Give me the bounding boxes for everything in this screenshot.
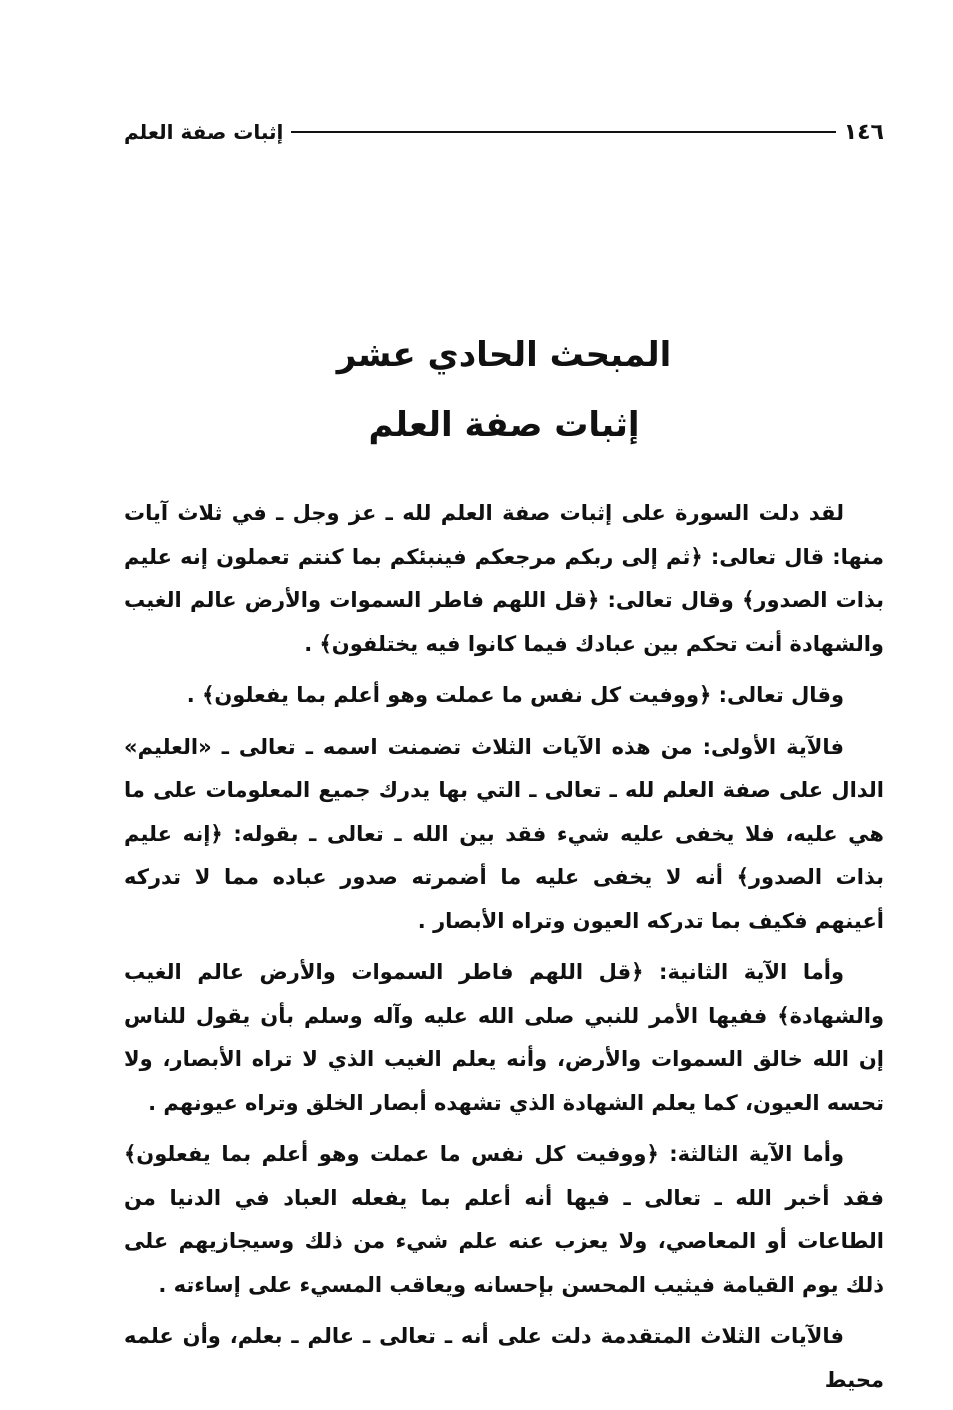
running-title: إثبات صفة العلم bbox=[124, 120, 284, 144]
paragraph-conclusion: فالآيات الثلاث المتقدمة دلت على أنه ـ تعالى ـ عالم ـ بعلم، وأن علمه محيط bbox=[124, 1324, 884, 1392]
section-title: إثبات صفة العلم bbox=[368, 405, 640, 445]
page-number: ١٤٦ bbox=[843, 119, 884, 145]
section-heading: المبحث الحادي عشر bbox=[336, 335, 672, 375]
running-header bbox=[124, 112, 884, 152]
paragraph-third-verse-commentary: وأما الآية الثالثة: ﴿ووفيت كل نفس ما عملت وهو أعلم بما يفعلون﴾ فقد أخبر الله ـ تعالى ـ فيها أنه أعلم بما يفعله العباد في الدنيا من الطاعات أو المعاصي، ولا يعزب عنه علم شيء من ذلك وسيجازيهم على ذلك يوم القيامة فيثيب المحسن بإحسانه ويعاقب المسيء على إساءته . bbox=[124, 1142, 884, 1297]
paragraph-second-verse-commentary: وأما الآية الثانية: ﴿قل اللهم فاطر السموات والأرض عالم الغيب والشهادة﴾ ففيها الأمر للنبي صلى الله عليه وآله وسلم بأن يقول للناس إن الله خالق السموات والأرض، وأنه يعلم الغيب الذي لا تراه الأبصار، ولا تحسه العيون، كما يعلم الشهادة الذي تشهده أبصار الخلق وتراه عيونهم . bbox=[124, 960, 884, 1115]
paragraph-first-verse-commentary: فالآية الأولى: من هذه الآيات الثلاث تضمنت اسمه ـ تعالى ـ «العليم» الدال على صفة العلم لله ـ تعالى ـ التي بها يدرك جميع المعلومات على ما هي عليه، فلا يخفى عليه شيء فقد بين الله ـ تعالى ـ بقوله: ﴿إنه عليم بذات الصدور﴾ أنه لا يخفى عليه ما أضمرته صدور عباده مما لا تدركه أعينهم فكيف بما تدركه العيون وتراه الأبصار . bbox=[124, 734, 884, 933]
header-rule bbox=[291, 131, 835, 133]
paragraph-intro: لقد دلت السورة على إثبات صفة العلم لله ـ عز وجل ـ في ثلاث آيات منها: قال تعالى: ﴿ثم إلى ربكم مرجعكم فينبئكم بما كنتم تعملون إنه عليم بذات الصدور﴾ وقال تعالى: ﴿قل اللهم فاطر السموات والأرض عالم الغيب والشهادة أنت تحكم بين عبادك فيما كانوا فيه يختلفون﴾ . bbox=[124, 501, 884, 656]
paragraph-third-verse: وقال تعالى: ﴿ووفيت كل نفس ما عملت وهو أعلم بما يفعلون﴾ . bbox=[186, 683, 844, 707]
body-text bbox=[124, 492, 884, 1410]
